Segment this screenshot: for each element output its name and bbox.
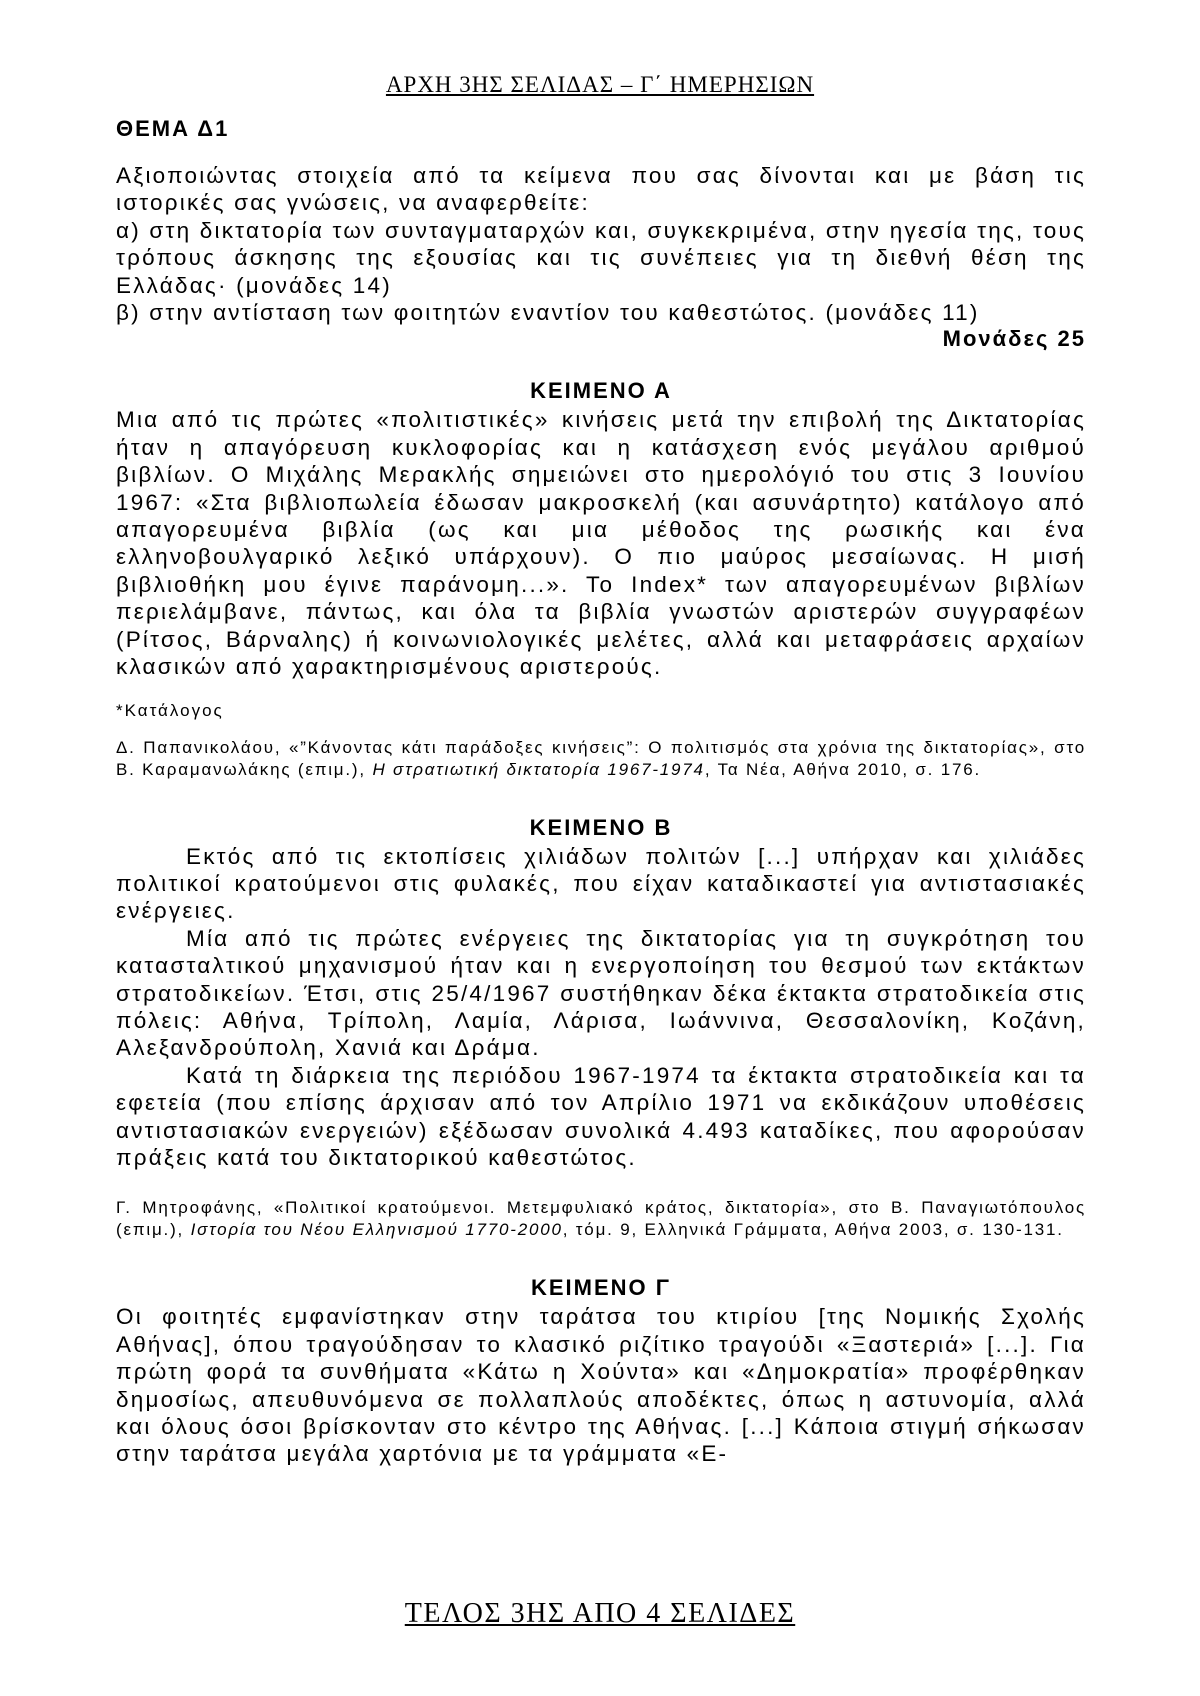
theme-title: ΘΕΜΑ Δ1 [116, 116, 230, 141]
theme-part-a: α) στη δικτατορία των συνταγματαρχών και, συγκεκριμένα, στην ηγεσία της, τους τρόπους άσκησης της εξουσίας και τις συνέπειες για τη διεθνή θέση της Ελλάδας· (μονάδες 14) [116, 217, 1086, 298]
text-a-source [116, 737, 1086, 781]
text-b-source-pre: Γ. Μητροφάνης, «Πολιτικοί κρατούμενοι. Μετεμφυλιακό κράτος, δικτατορία», στο Β. Παναγιωτόπουλος (επιμ.), [116, 1198, 1086, 1240]
text-b-paragraph-1: Εκτός από τις εκτοπίσεις χιλιάδων πολιτών [...] υπήρχαν και χιλιάδες πολιτικοί κρατούμενοι στις φυλακές, που είχαν καταδικαστεί για αντιστασιακές ενέργειες. [116, 843, 1086, 924]
text-a-body: Μια από τις πρώτες «πολιτιστικές» κινήσεις μετά την επιβολή της Δικτατορίας ήταν η απαγόρευση κυκλοφορίας και η κατάσχεση ενός μεγάλου αριθμού βιβλίων. Ο Μιχάλης Μερακλής σημειώνει στο ημερολόγιό του στις 3 Ιουνίου 1967: «Στα βιβλιοπωλεία έδωσαν μακροσκελή (και ασυνάρτητο) κατάλογο από απαγορευμένα βιβλία (ως και μια μέθοδος της ρωσικής και ένα ελληνοβουλγαρικό λεξικό υπάρχουν). Ο πιο μαύρος μεσαίωνας. Η μισή βιβλιοθήκη μου έγινε παράνομη...». Το Index* των απαγορευμένων βιβλίων περιελάμβανε, πάντως, και όλα τα βιβλία γνωστών αριστερών συγγραφέων (Ρίτσος, Βάρναλης) ή κοινωνιολογικές μελέτες, αλλά και μεταφράσεις αρχαίων κλασικών από χαρακτηρισμένους αριστερούς. [116, 407, 1086, 680]
page-footer: ΤΕΛΟΣ 3ΗΣ ΑΠΟ 4 ΣΕΛΙΔΕΣ [404, 1598, 796, 1629]
text-b-paragraph-3: Κατά τη διάρκεια της περιόδου 1967-1974 τα έκτακτα στρατοδικεία και τα εφετεία (που επίσης άρχισαν από τον Απρίλιο 1971 να εκδικάζουν υποθέσεις αντιστασιακών ενεργειών) εξέδωσαν συνολικά 4.493 καταδίκες, που αφορούσαν πράξεις κατά του δικτατορικού καθεστώτος. [116, 1062, 1086, 1170]
text-a-source-post: , Τα Νέα, Αθήνα 2010, σ. 176. [704, 759, 982, 779]
theme-units: Μονάδες 25 [942, 326, 1086, 352]
text-b-body [116, 843, 1086, 1172]
text-c-body: Οι φοιτητές εμφανίστηκαν στην ταράτσα του κτιρίου [της Νομικής Σχολής Αθήνας], όπου τραγούδησαν το κλασικό ριζίτικο τραγούδι «Ξαστεριά» [...]. Για πρώτη φορά τα συνθήματα «Κάτω η Χούντα» και «Δημοκρατία» προφέρθηκαν δημοσίως, απευθυνόμενα σε πολλαπλούς αποδέκτες, όπως η αστυνομία, αλλά και όλους όσοι βρίσκονταν στο κέντρο της Αθήνας. [...] Κάποια στιγμή σήκωσαν στην ταράτσα μεγάλα χαρτόνια με τα γράμματα «Ε- [116, 1304, 1086, 1467]
text-b-title: ΚΕΙΜΕΝΟ Β [529, 814, 673, 840]
text-c-title: ΚΕΙΜΕΝΟ Γ [530, 1275, 671, 1301]
text-b-paragraph-2: Μία από τις πρώτες ενέργειες της δικτατορίας για τη συγκρότηση του κατασταλτικού μηχανισμού ήταν και η ενεργοποίηση του θεσμού των εκτάκτων στρατοδικείων. Έτσι, στις 25/4/1967 συστήθηκαν δέκα έκτακτα στρατοδικεία στις πόλεις: Αθήνα, Τρίπολη, Λαμία, Λάρισα, Ιωάννινα, Θεσσαλονίκη, Κοζάνη, Αλεξανδρούπολη, Χανιά και Δράμα. [116, 925, 1086, 1061]
text-a-source-pre: Δ. Παπανικολάου, «”Κάνοντας κάτι παράδοξες κινήσεις”: Ο πολιτισμός στα χρόνια της δικτατορίας», στο Β. Καραμανωλάκης (επιμ.), [116, 737, 1086, 779]
text-a-title: ΚΕΙΜΕΝΟ Α [530, 378, 672, 404]
text-a-source-title: Η στρατιωτική δικτατορία 1967-1974 [372, 759, 705, 779]
theme-part-b: β) στην αντίσταση των φοιτητών εναντίον του καθεστώτος. (μονάδες 11) [116, 300, 980, 326]
page-content [116, 112, 1086, 1468]
text-b-source-title: Ιστορία του Νέου Ελληνισμού 1770-2000 [190, 1220, 563, 1240]
theme-instructions [116, 162, 1086, 326]
theme-intro: Αξιοποιώντας στοιχεία από τα κείμενα που σας δίνονται και με βάση τις ιστορικές σας γνώσεις, να αναφερθείτε: [116, 163, 1086, 216]
text-b-source-post: , τόμ. 9, Ελληνικά Γράμματα, Αθήνα 2003, σ. 130-131. [562, 1220, 1064, 1240]
page-header: ΑΡΧΗ 3ΗΣ ΣΕΛΙΔΑΣ – Γ΄ ΗΜΕΡΗΣΙΩΝ [385, 72, 815, 97]
text-b-source [116, 1197, 1086, 1241]
text-a-footnote: *Κατάλογος [116, 700, 224, 720]
